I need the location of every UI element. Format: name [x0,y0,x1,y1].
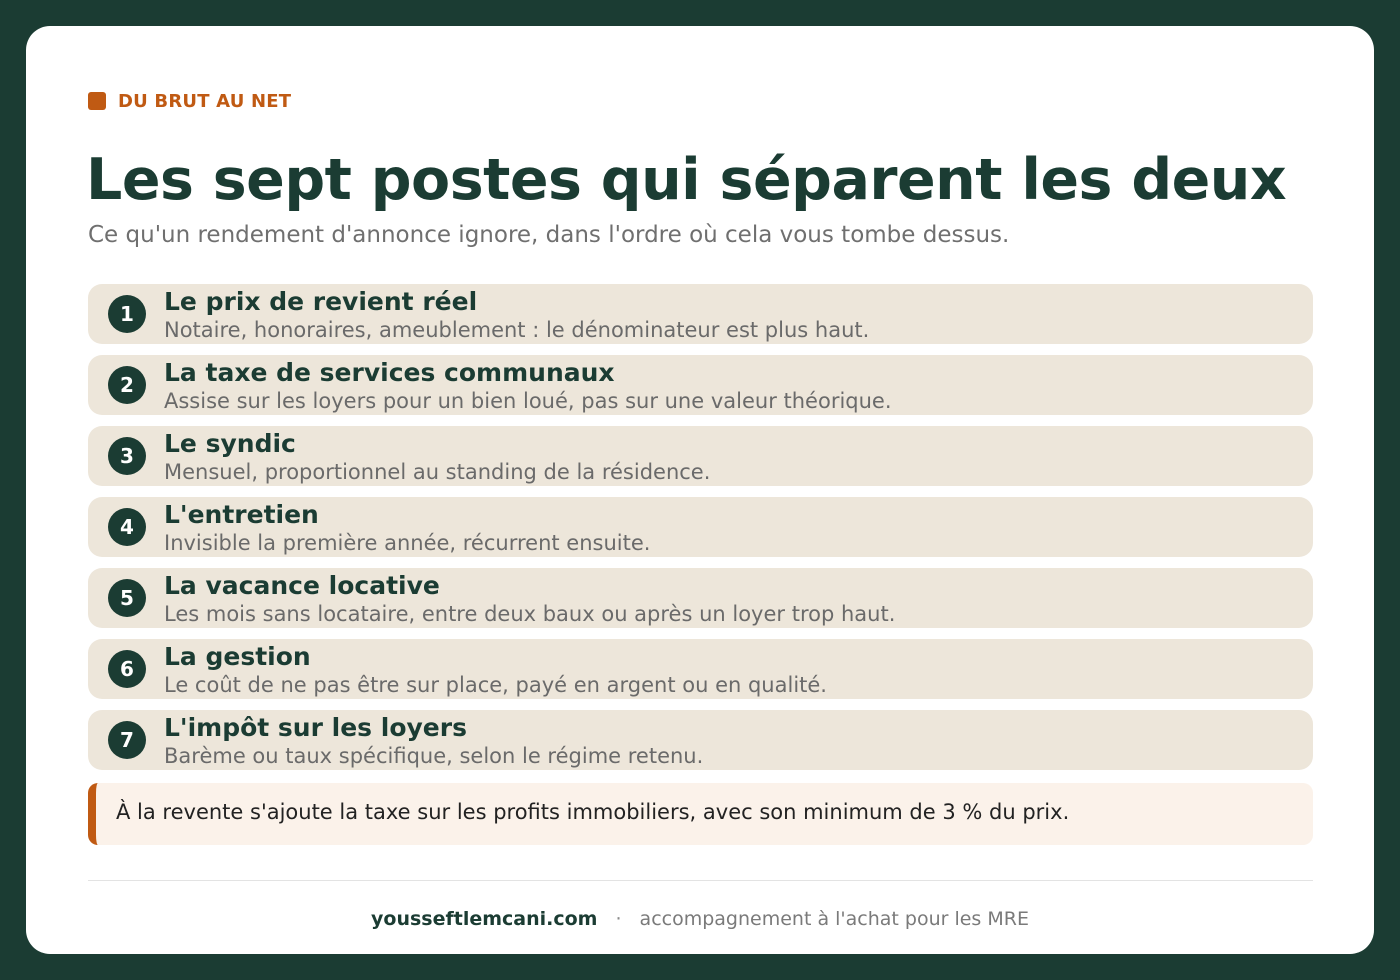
list-item [88,710,1313,770]
item-title: La gestion [164,642,311,671]
number-badge: 7 [108,721,146,759]
number-badge: 5 [108,579,146,617]
callout-text: À la revente s'ajoute la taxe sur les profits immobiliers, avec son minimum de 3 % du prix. [116,800,1070,824]
list-item [88,284,1313,344]
list-item [88,426,1313,486]
item-title: L'impôt sur les loyers [164,713,467,742]
eyebrow-square-icon [88,92,106,110]
callout-note [88,783,1313,845]
page-subtitle: Ce qu'un rendement d'annonce ignore, dans l'ordre où cela vous tombe dessus. [88,222,1010,248]
item-title: La vacance locative [164,571,440,600]
item-title: L'entretien [164,500,319,529]
cost-list [88,284,1313,781]
page-title: Les sept postes qui séparent les deux [86,147,1287,213]
item-title: La taxe de services communaux [164,358,615,387]
item-description: Barème ou taux spécifique, selon le régime retenu. [164,744,704,768]
item-description: Invisible la première année, récurrent ensuite. [164,531,651,555]
eyebrow [88,90,291,112]
footer-separator: · [615,908,622,930]
list-item [88,355,1313,415]
list-item [88,639,1313,699]
number-badge: 6 [108,650,146,688]
footer-site-link[interactable]: yousseftlemcani.com [371,908,598,930]
item-title: Le prix de revient réel [164,287,478,316]
number-badge: 2 [108,366,146,404]
number-badge: 4 [108,508,146,546]
list-item [88,568,1313,628]
item-description: Assise sur les loyers pour un bien loué, pas sur une valeur théorique. [164,389,892,413]
item-description: Le coût de ne pas être sur place, payé en argent ou en qualité. [164,673,827,697]
item-description: Mensuel, proportionnel au standing de la résidence. [164,460,711,484]
number-badge: 3 [108,437,146,475]
number-badge: 1 [108,295,146,333]
divider [88,880,1313,881]
eyebrow-label: DU BRUT AU NET [118,90,292,112]
item-title: Le syndic [164,429,296,458]
item-description: Les mois sans locataire, entre deux baux ou après un loyer trop haut. [164,602,896,626]
footer [26,908,1374,930]
list-item [88,497,1313,557]
content-card [26,26,1374,954]
footer-tagline: accompagnement à l'achat pour les MRE [639,908,1029,930]
item-description: Notaire, honoraires, ameublement : le dénominateur est plus haut. [164,318,870,342]
